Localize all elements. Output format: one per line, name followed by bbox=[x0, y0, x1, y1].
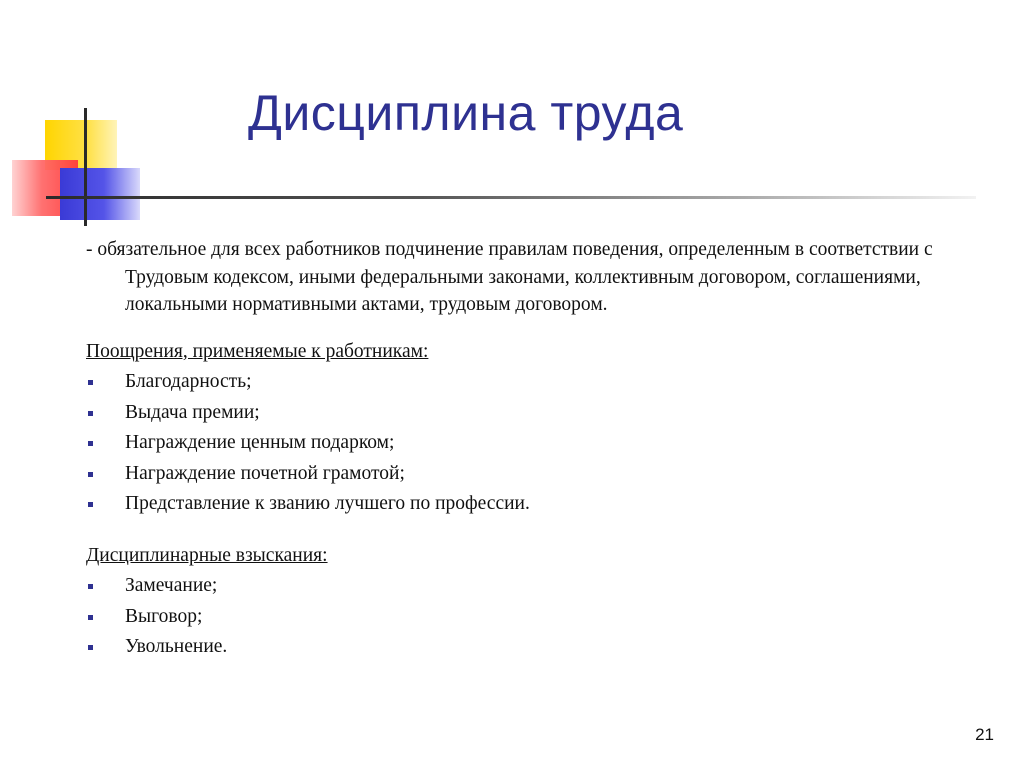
list-item bbox=[86, 632, 986, 663]
slide-content bbox=[86, 236, 986, 663]
vertical-rule bbox=[84, 108, 87, 226]
penalties-heading: Дисциплинарные взыскания: bbox=[86, 544, 328, 566]
square-bullet-icon bbox=[88, 584, 93, 589]
incentives-heading: Поощрения, применяемые к работникам: bbox=[86, 340, 429, 362]
penalties-list bbox=[86, 571, 986, 663]
title-divider bbox=[46, 196, 976, 199]
list-item-text: Награждение ценным подарком; bbox=[125, 432, 395, 453]
list-item-text: Награждение почетной грамотой; bbox=[125, 462, 405, 484]
square-bullet-icon bbox=[88, 502, 93, 507]
list-item-text: Увольнение. bbox=[125, 636, 228, 657]
square-bullet-icon bbox=[88, 645, 93, 650]
list-item-text: Представление к званию лучшего по профессии. bbox=[125, 493, 530, 514]
square-bullet-icon bbox=[88, 411, 93, 416]
list-item-text: Выдача премии; bbox=[125, 401, 260, 423]
list-item-text: Выговор; bbox=[125, 605, 203, 627]
list-item bbox=[86, 367, 986, 398]
color-blocks-logo-icon bbox=[0, 0, 140, 240]
square-bullet-icon bbox=[88, 615, 93, 620]
list-item bbox=[86, 459, 986, 490]
definition-text: - обязательное для всех работников подчинение правилам поведения, определенным в соответствии с Трудовым кодексом, иными федеральными законами, коллективным договором, соглашениями, локальными нормативными актами, трудовым договором. bbox=[86, 239, 933, 315]
list-item bbox=[86, 489, 986, 520]
list-item bbox=[86, 428, 986, 459]
list-item bbox=[86, 571, 986, 602]
list-item bbox=[86, 602, 986, 633]
list-item-text: Замечание; bbox=[125, 575, 218, 596]
list-item-text: Благодарность; bbox=[125, 371, 252, 392]
slide-title: Дисциплина труда bbox=[248, 85, 684, 141]
square-bullet-icon bbox=[88, 441, 93, 446]
page-number: 21 bbox=[975, 725, 994, 744]
blue-square bbox=[60, 168, 140, 220]
square-bullet-icon bbox=[88, 380, 93, 385]
incentives-list bbox=[86, 367, 986, 520]
square-bullet-icon bbox=[88, 472, 93, 477]
list-item bbox=[86, 398, 986, 429]
